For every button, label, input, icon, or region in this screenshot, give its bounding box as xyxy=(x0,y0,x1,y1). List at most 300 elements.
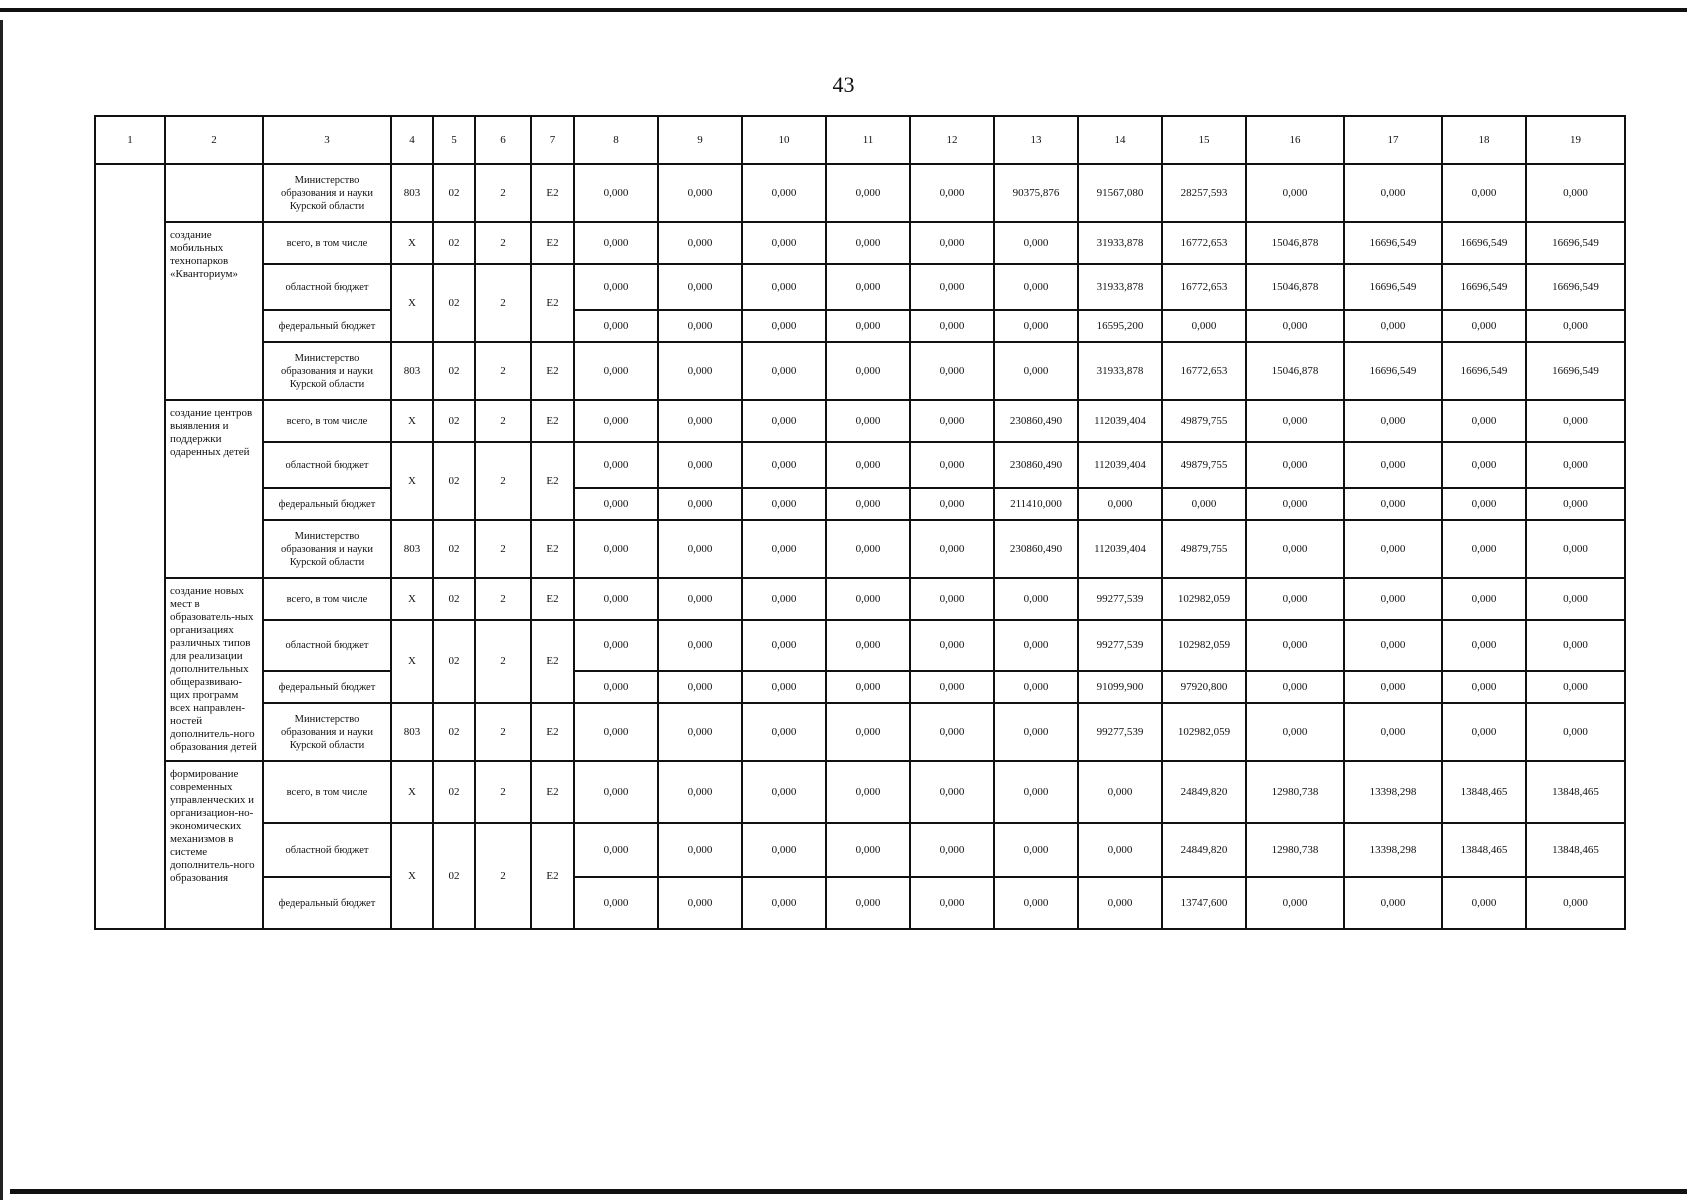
value-cell: 0,000 xyxy=(1344,310,1442,342)
value-cell: 0,000 xyxy=(910,703,994,761)
value-cell: 16696,549 xyxy=(1442,264,1526,310)
value-cell: 0,000 xyxy=(1526,671,1625,703)
code-cell: Е2 xyxy=(531,400,574,442)
funding-source: областной бюджет xyxy=(263,823,391,877)
value-cell: 0,000 xyxy=(1078,823,1162,877)
code-cell: Е2 xyxy=(531,222,574,264)
value-cell: 0,000 xyxy=(826,578,910,620)
funding-source: всего, в том числе xyxy=(263,578,391,620)
table-row xyxy=(95,703,1625,761)
value-cell: 0,000 xyxy=(1078,761,1162,823)
value-cell: 0,000 xyxy=(1442,488,1526,520)
code-cell: Е2 xyxy=(531,578,574,620)
table-row xyxy=(95,578,1625,620)
code-cell: 02 xyxy=(433,578,475,620)
value-cell: 0,000 xyxy=(574,342,658,400)
value-cell: 0,000 xyxy=(658,164,742,222)
value-cell: 0,000 xyxy=(994,703,1078,761)
code-cell: 2 xyxy=(475,264,531,342)
value-cell: 0,000 xyxy=(1526,520,1625,578)
value-cell: 0,000 xyxy=(1526,488,1625,520)
code-cell: Х xyxy=(391,442,433,520)
value-cell: 102982,059 xyxy=(1162,620,1246,671)
value-cell: 0,000 xyxy=(1526,703,1625,761)
code-cell: 02 xyxy=(433,703,475,761)
value-cell: 0,000 xyxy=(658,761,742,823)
value-cell: 0,000 xyxy=(1078,488,1162,520)
row-description: создание новых мест в образователь-ных организациях различных типов для реализации дополнительных общеразвиваю-щих программ всех направлен-ностей дополнитель-ного образования детей xyxy=(165,578,263,761)
code-cell: 2 xyxy=(475,620,531,703)
code-cell: Х xyxy=(391,578,433,620)
value-cell: 0,000 xyxy=(742,671,826,703)
value-cell: 0,000 xyxy=(910,264,994,310)
value-cell: 0,000 xyxy=(1442,400,1526,442)
value-cell: 0,000 xyxy=(1526,442,1625,488)
value-cell: 0,000 xyxy=(658,264,742,310)
value-cell: 0,000 xyxy=(742,823,826,877)
funding-source: федеральный бюджет xyxy=(263,310,391,342)
budget-table xyxy=(94,115,1626,930)
value-cell: 0,000 xyxy=(826,703,910,761)
funding-source: областной бюджет xyxy=(263,264,391,310)
value-cell: 0,000 xyxy=(826,310,910,342)
value-cell: 13398,298 xyxy=(1344,823,1442,877)
value-cell: 0,000 xyxy=(574,620,658,671)
value-cell: 0,000 xyxy=(826,620,910,671)
code-cell: Е2 xyxy=(531,520,574,578)
value-cell: 0,000 xyxy=(574,520,658,578)
value-cell: 0,000 xyxy=(826,342,910,400)
table-row xyxy=(95,520,1625,578)
value-cell: 0,000 xyxy=(826,442,910,488)
funding-source: федеральный бюджет xyxy=(263,877,391,929)
value-cell: 49879,755 xyxy=(1162,400,1246,442)
value-cell: 15046,878 xyxy=(1246,264,1344,310)
value-cell: 0,000 xyxy=(1246,442,1344,488)
value-cell: 0,000 xyxy=(826,520,910,578)
value-cell: 90375,876 xyxy=(994,164,1078,222)
value-cell: 0,000 xyxy=(574,164,658,222)
value-cell: 0,000 xyxy=(574,488,658,520)
value-cell: 0,000 xyxy=(1344,877,1442,929)
value-cell: 0,000 xyxy=(910,578,994,620)
code-cell: 2 xyxy=(475,400,531,442)
code-cell: 803 xyxy=(391,703,433,761)
value-cell: 0,000 xyxy=(994,578,1078,620)
value-cell: 0,000 xyxy=(1442,310,1526,342)
column-header: 2 xyxy=(165,116,263,164)
funding-source: всего, в том числе xyxy=(263,761,391,823)
column-header: 11 xyxy=(826,116,910,164)
value-cell: 0,000 xyxy=(994,671,1078,703)
value-cell: 0,000 xyxy=(742,703,826,761)
value-cell: 13848,465 xyxy=(1526,761,1625,823)
value-cell: 0,000 xyxy=(1246,488,1344,520)
funding-source: областной бюджет xyxy=(263,442,391,488)
value-cell: 0,000 xyxy=(658,442,742,488)
value-cell: 31933,878 xyxy=(1078,222,1162,264)
value-cell: 15046,878 xyxy=(1246,342,1344,400)
value-cell: 102982,059 xyxy=(1162,578,1246,620)
column-header: 8 xyxy=(574,116,658,164)
value-cell: 230860,490 xyxy=(994,400,1078,442)
value-cell: 15046,878 xyxy=(1246,222,1344,264)
value-cell: 0,000 xyxy=(574,264,658,310)
value-cell: 0,000 xyxy=(910,488,994,520)
value-cell: 0,000 xyxy=(742,264,826,310)
value-cell: 0,000 xyxy=(742,620,826,671)
value-cell: 16696,549 xyxy=(1442,342,1526,400)
table-row xyxy=(95,164,1625,222)
value-cell: 0,000 xyxy=(1442,620,1526,671)
value-cell: 16696,549 xyxy=(1344,264,1442,310)
code-cell: 02 xyxy=(433,222,475,264)
value-cell: 0,000 xyxy=(910,164,994,222)
funding-source: федеральный бюджет xyxy=(263,488,391,520)
column-header: 9 xyxy=(658,116,742,164)
row-description: формирование современных управленческих и организацион-но-экономических механизмов в системе дополнитель-ного образования xyxy=(165,761,263,929)
funding-source: федеральный бюджет xyxy=(263,671,391,703)
value-cell: 13848,465 xyxy=(1442,823,1526,877)
value-cell: 0,000 xyxy=(1526,310,1625,342)
value-cell: 0,000 xyxy=(1344,520,1442,578)
code-cell: Х xyxy=(391,264,433,342)
value-cell: 0,000 xyxy=(910,671,994,703)
column-header: 19 xyxy=(1526,116,1625,164)
row-description: создание центров выявления и поддержки одаренных детей xyxy=(165,400,263,578)
column-header: 10 xyxy=(742,116,826,164)
value-cell: 91099,900 xyxy=(1078,671,1162,703)
column-header: 3 xyxy=(263,116,391,164)
value-cell: 0,000 xyxy=(742,442,826,488)
column-header: 7 xyxy=(531,116,574,164)
value-cell: 0,000 xyxy=(1526,877,1625,929)
value-cell: 0,000 xyxy=(658,703,742,761)
funding-source: всего, в том числе xyxy=(263,222,391,264)
value-cell: 0,000 xyxy=(910,222,994,264)
funding-source: Министерство образования и науки Курской области xyxy=(263,520,391,578)
value-cell: 0,000 xyxy=(1442,578,1526,620)
code-cell: 02 xyxy=(433,520,475,578)
value-cell: 16696,549 xyxy=(1526,222,1625,264)
value-cell: 0,000 xyxy=(742,164,826,222)
scan-edge-bottom xyxy=(10,1189,1687,1194)
column-header: 4 xyxy=(391,116,433,164)
value-cell: 102982,059 xyxy=(1162,703,1246,761)
code-cell: 2 xyxy=(475,520,531,578)
value-cell: 49879,755 xyxy=(1162,442,1246,488)
value-cell: 0,000 xyxy=(910,520,994,578)
code-cell: Е2 xyxy=(531,342,574,400)
column-header: 14 xyxy=(1078,116,1162,164)
value-cell: 0,000 xyxy=(826,761,910,823)
column-1-cell xyxy=(95,164,165,929)
value-cell: 0,000 xyxy=(826,671,910,703)
code-cell: 02 xyxy=(433,442,475,520)
value-cell: 16696,549 xyxy=(1526,264,1625,310)
table-row xyxy=(95,442,1625,488)
code-cell: 2 xyxy=(475,342,531,400)
value-cell: 31933,878 xyxy=(1078,342,1162,400)
value-cell: 0,000 xyxy=(1162,310,1246,342)
value-cell: 0,000 xyxy=(574,442,658,488)
value-cell: 0,000 xyxy=(1344,488,1442,520)
code-cell: Е2 xyxy=(531,442,574,520)
value-cell: 0,000 xyxy=(1526,164,1625,222)
value-cell: 16772,653 xyxy=(1162,342,1246,400)
value-cell: 0,000 xyxy=(826,877,910,929)
funding-source: Министерство образования и науки Курской области xyxy=(263,703,391,761)
funding-source: Министерство образования и науки Курской области xyxy=(263,342,391,400)
code-cell: 803 xyxy=(391,164,433,222)
value-cell: 31933,878 xyxy=(1078,264,1162,310)
code-cell: 2 xyxy=(475,761,531,823)
code-cell: 02 xyxy=(433,823,475,929)
value-cell: 0,000 xyxy=(658,520,742,578)
value-cell: 16696,549 xyxy=(1344,342,1442,400)
value-cell: 112039,404 xyxy=(1078,520,1162,578)
value-cell: 0,000 xyxy=(574,703,658,761)
value-cell: 0,000 xyxy=(658,310,742,342)
table-row xyxy=(95,310,1625,342)
code-cell: Е2 xyxy=(531,264,574,342)
value-cell: 99277,539 xyxy=(1078,578,1162,620)
value-cell: 12980,738 xyxy=(1246,823,1344,877)
value-cell: 0,000 xyxy=(658,342,742,400)
value-cell: 0,000 xyxy=(1344,703,1442,761)
value-cell: 0,000 xyxy=(1442,164,1526,222)
value-cell: 230860,490 xyxy=(994,442,1078,488)
value-cell: 0,000 xyxy=(826,222,910,264)
value-cell: 0,000 xyxy=(1526,578,1625,620)
value-cell: 0,000 xyxy=(574,578,658,620)
value-cell: 0,000 xyxy=(1344,620,1442,671)
value-cell: 0,000 xyxy=(658,823,742,877)
value-cell: 0,000 xyxy=(574,761,658,823)
value-cell: 0,000 xyxy=(1246,671,1344,703)
code-cell: Е2 xyxy=(531,620,574,703)
table-row xyxy=(95,671,1625,703)
value-cell: 16595,200 xyxy=(1078,310,1162,342)
value-cell: 0,000 xyxy=(742,488,826,520)
value-cell: 0,000 xyxy=(1246,703,1344,761)
value-cell: 0,000 xyxy=(1246,164,1344,222)
code-cell: 803 xyxy=(391,342,433,400)
value-cell: 230860,490 xyxy=(994,520,1078,578)
value-cell: 0,000 xyxy=(1526,400,1625,442)
code-cell: 2 xyxy=(475,823,531,929)
value-cell: 16696,549 xyxy=(1526,342,1625,400)
scan-edge-top xyxy=(0,0,1687,12)
funding-source: Министерство образования и науки Курской области xyxy=(263,164,391,222)
value-cell: 0,000 xyxy=(1442,877,1526,929)
value-cell: 0,000 xyxy=(742,877,826,929)
value-cell: 0,000 xyxy=(1162,488,1246,520)
code-cell: Х xyxy=(391,761,433,823)
value-cell: 0,000 xyxy=(1246,877,1344,929)
value-cell: 28257,593 xyxy=(1162,164,1246,222)
table-row xyxy=(95,222,1625,264)
value-cell: 0,000 xyxy=(742,310,826,342)
value-cell: 0,000 xyxy=(994,877,1078,929)
code-cell: Х xyxy=(391,222,433,264)
value-cell: 0,000 xyxy=(574,671,658,703)
table-row xyxy=(95,761,1625,823)
value-cell: 0,000 xyxy=(1246,310,1344,342)
value-cell: 0,000 xyxy=(658,488,742,520)
value-cell: 24849,820 xyxy=(1162,761,1246,823)
table-row xyxy=(95,823,1625,877)
value-cell: 0,000 xyxy=(742,578,826,620)
value-cell: 16772,653 xyxy=(1162,264,1246,310)
value-cell: 99277,539 xyxy=(1078,620,1162,671)
value-cell: 13848,465 xyxy=(1442,761,1526,823)
value-cell: 0,000 xyxy=(1246,620,1344,671)
column-header: 17 xyxy=(1344,116,1442,164)
value-cell: 0,000 xyxy=(1442,442,1526,488)
code-cell: 02 xyxy=(433,342,475,400)
value-cell: 0,000 xyxy=(1246,400,1344,442)
value-cell: 0,000 xyxy=(826,264,910,310)
value-cell: 0,000 xyxy=(658,578,742,620)
table-row xyxy=(95,877,1625,929)
table-row xyxy=(95,400,1625,442)
code-cell: Е2 xyxy=(531,761,574,823)
value-cell: 16772,653 xyxy=(1162,222,1246,264)
value-cell: 0,000 xyxy=(826,488,910,520)
column-header: 13 xyxy=(994,116,1078,164)
value-cell: 16696,549 xyxy=(1442,222,1526,264)
value-cell: 0,000 xyxy=(658,400,742,442)
value-cell: 0,000 xyxy=(574,310,658,342)
value-cell: 0,000 xyxy=(994,761,1078,823)
code-cell: Е2 xyxy=(531,164,574,222)
value-cell: 0,000 xyxy=(1442,520,1526,578)
table-row xyxy=(95,342,1625,400)
value-cell: 0,000 xyxy=(658,877,742,929)
funding-source: областной бюджет xyxy=(263,620,391,671)
code-cell: Е2 xyxy=(531,703,574,761)
value-cell: 0,000 xyxy=(658,620,742,671)
code-cell: 02 xyxy=(433,620,475,703)
column-header: 5 xyxy=(433,116,475,164)
value-cell: 0,000 xyxy=(1344,164,1442,222)
value-cell: 0,000 xyxy=(994,342,1078,400)
code-cell: 02 xyxy=(433,164,475,222)
code-cell: 803 xyxy=(391,520,433,578)
row-description xyxy=(165,164,263,222)
header-row xyxy=(95,116,1625,164)
value-cell: 0,000 xyxy=(910,761,994,823)
value-cell: 0,000 xyxy=(994,823,1078,877)
value-cell: 0,000 xyxy=(1344,442,1442,488)
value-cell: 0,000 xyxy=(742,400,826,442)
value-cell: 12980,738 xyxy=(1246,761,1344,823)
value-cell: 0,000 xyxy=(910,310,994,342)
value-cell: 99277,539 xyxy=(1078,703,1162,761)
value-cell: 0,000 xyxy=(1344,400,1442,442)
value-cell: 0,000 xyxy=(742,342,826,400)
value-cell: 0,000 xyxy=(994,264,1078,310)
value-cell: 0,000 xyxy=(910,342,994,400)
code-cell: 2 xyxy=(475,222,531,264)
value-cell: 0,000 xyxy=(1344,578,1442,620)
value-cell: 0,000 xyxy=(1246,520,1344,578)
code-cell: 02 xyxy=(433,400,475,442)
value-cell: 0,000 xyxy=(994,620,1078,671)
value-cell: 0,000 xyxy=(574,400,658,442)
value-cell: 0,000 xyxy=(1078,877,1162,929)
value-cell: 0,000 xyxy=(574,877,658,929)
code-cell: Е2 xyxy=(531,823,574,929)
value-cell: 49879,755 xyxy=(1162,520,1246,578)
value-cell: 0,000 xyxy=(910,823,994,877)
value-cell: 0,000 xyxy=(826,164,910,222)
value-cell: 0,000 xyxy=(826,823,910,877)
value-cell: 0,000 xyxy=(1246,578,1344,620)
code-cell: 02 xyxy=(433,264,475,342)
value-cell: 0,000 xyxy=(910,620,994,671)
scan-edge-left xyxy=(0,20,3,1200)
code-cell: 2 xyxy=(475,442,531,520)
column-header: 12 xyxy=(910,116,994,164)
value-cell: 16696,549 xyxy=(1344,222,1442,264)
value-cell: 0,000 xyxy=(910,442,994,488)
code-cell: Х xyxy=(391,620,433,703)
page-number: 43 xyxy=(832,72,855,97)
value-cell: 0,000 xyxy=(1344,671,1442,703)
value-cell: 13398,298 xyxy=(1344,761,1442,823)
column-header: 6 xyxy=(475,116,531,164)
table-row xyxy=(95,264,1625,310)
code-cell: 2 xyxy=(475,578,531,620)
value-cell: 0,000 xyxy=(742,520,826,578)
column-header: 16 xyxy=(1246,116,1344,164)
value-cell: 13848,465 xyxy=(1526,823,1625,877)
value-cell: 0,000 xyxy=(742,761,826,823)
column-header: 15 xyxy=(1162,116,1246,164)
code-cell: 2 xyxy=(475,164,531,222)
value-cell: 0,000 xyxy=(658,222,742,264)
column-header: 18 xyxy=(1442,116,1526,164)
value-cell: 0,000 xyxy=(994,222,1078,264)
value-cell: 0,000 xyxy=(574,823,658,877)
value-cell: 24849,820 xyxy=(1162,823,1246,877)
code-cell: 02 xyxy=(433,761,475,823)
value-cell: 112039,404 xyxy=(1078,400,1162,442)
value-cell: 0,000 xyxy=(574,222,658,264)
code-cell: 2 xyxy=(475,703,531,761)
value-cell: 97920,800 xyxy=(1162,671,1246,703)
value-cell: 112039,404 xyxy=(1078,442,1162,488)
row-description: создание мобильных технопарков «Кванториум» xyxy=(165,222,263,400)
table-row xyxy=(95,488,1625,520)
value-cell: 0,000 xyxy=(910,877,994,929)
value-cell: 0,000 xyxy=(826,400,910,442)
value-cell: 0,000 xyxy=(1442,671,1526,703)
value-cell: 0,000 xyxy=(910,400,994,442)
table-row xyxy=(95,620,1625,671)
value-cell: 13747,600 xyxy=(1162,877,1246,929)
value-cell: 0,000 xyxy=(1526,620,1625,671)
value-cell: 0,000 xyxy=(658,671,742,703)
value-cell: 0,000 xyxy=(994,310,1078,342)
value-cell: 211410,000 xyxy=(994,488,1078,520)
value-cell: 0,000 xyxy=(1442,703,1526,761)
value-cell: 91567,080 xyxy=(1078,164,1162,222)
column-header: 1 xyxy=(95,116,165,164)
funding-source: всего, в том числе xyxy=(263,400,391,442)
